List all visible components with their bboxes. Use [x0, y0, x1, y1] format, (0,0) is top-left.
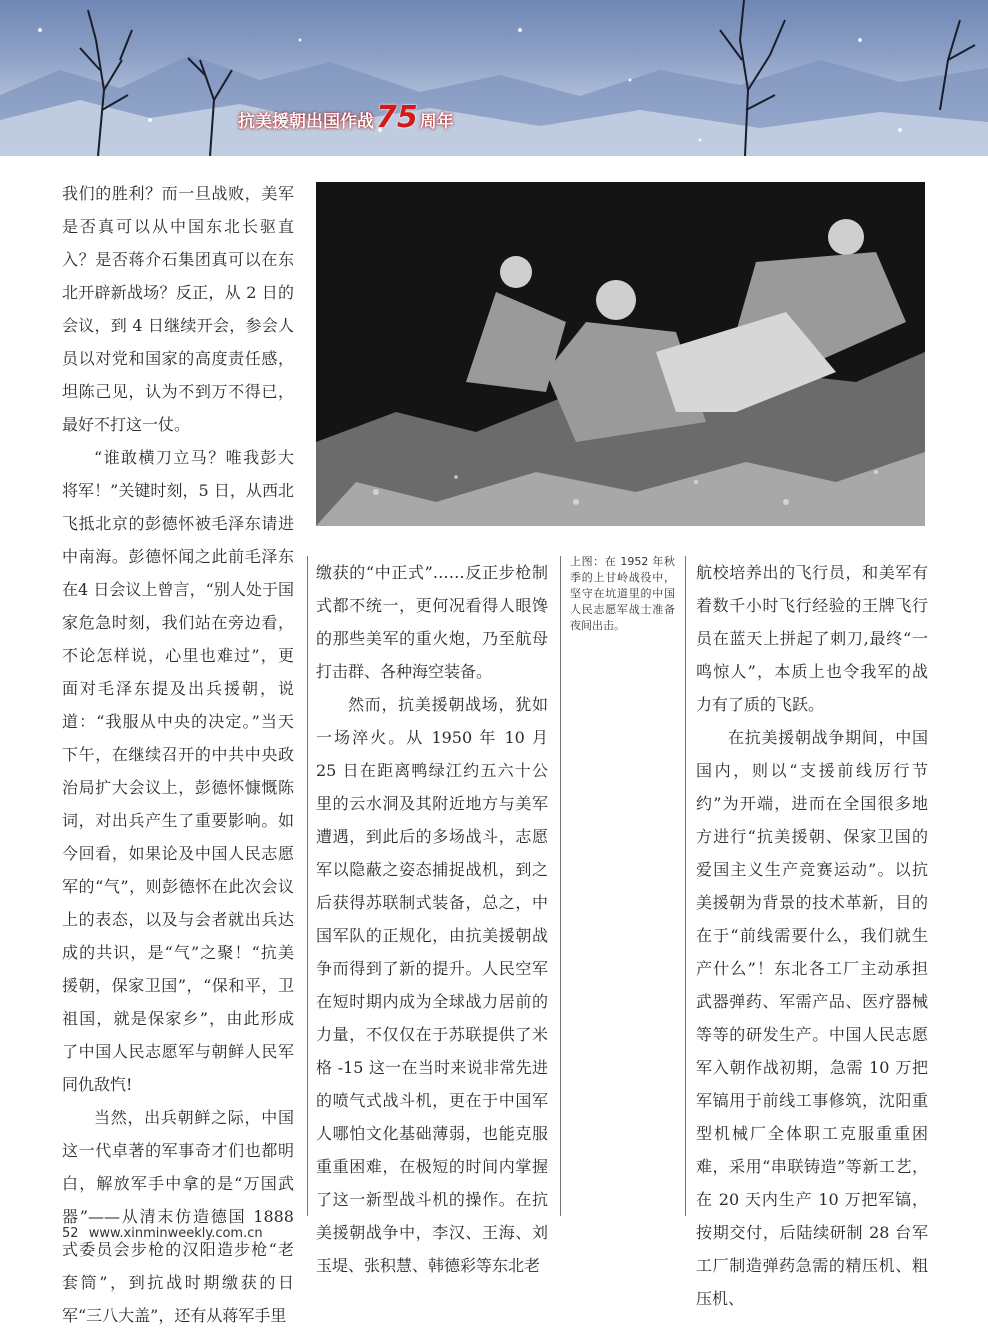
article-column-1: [62, 177, 294, 1332]
banner-title-prefix: 抗美援朝出国作战: [238, 112, 374, 132]
paragraph: 然而，抗美援朝战场，犹如一场淬火。从 1950 年 10 月 25 日在距离鸭绿江约五六十公里的云水洞及其附近地方与美军遭遇，到此后的多场战斗，志愿军以隐蔽之姿态捕捉战机，到之后获得苏联制式装备，总之，中国军队的正规化，由抗美援朝战争而得到了新的提升。人民空军在短时期内成为全球战力居前的力量，不仅仅在于苏联提供了米格 -15 这一在当时来说非常先进的喷气式战斗机，更在于中国军人哪怕文化基础薄弱，也能克服重重困难，在极短的时间内掌握了这一新型战斗机的操作。在抗美援朝战争中，李汉、王海、刘玉堤、张积慧、韩德彩等东北老: [316, 695, 548, 1275]
paragraph: 在抗美援朝战争期间，中国国内，则以“支援前线厉行节约”为开端，进而在全国很多地方进行“抗美援朝、保家卫国的爱国主义生产竞赛运动”。以抗美援朝为背景的技术革新，目的在于“前线需要什么，我们就生产什么”！东北各工厂主动承担武器弹药、军需产品、医疗器械等等的研发生产。中国人民志愿军入朝作战初期，急需 10 万把军镐用于前线工事修筑，沈阳重型机械厂全体职工克服重重困难，采用“串联铸造”等新工艺，在 20 天内生产 10 万把军镐，按期交付，后陆续研制 28 台军工厂制造弹药急需的精压机、粗压机、: [696, 728, 928, 1308]
column-divider: [560, 556, 561, 1216]
paragraph: “谁敢横刀立马？唯我彭大将军！”关键时刻，5 日，从西北飞抵北京的彭德怀被毛泽东请进中南海。彭德怀闻之此前毛泽东在4 日会议上曾言，“别人处于国家危急时刻，我们站在旁边看，不论怎样说，心里也难过”，更面对毛泽东提及出兵援朝，说道：“我服从中央的决定。”当天下午，在继续召开的中共中央政治局扩大会议上，彭德怀慷慨陈词，对出兵产生了重要影响。如今回看，如果论及中国人民志愿军的“气”，则彭德怀在此次会议上的表态，以及与会者就出兵达成的共识，是“气”之聚！“抗美援朝，保家卫国”，“保和平，卫祖国，就是保家乡”，由此形成了中国人民志愿军与朝鲜人民军同仇敌忾!: [62, 448, 294, 1094]
column-divider: [685, 556, 686, 1216]
paragraph: 缴获的“中正式”……反正步枪制式都不统一，更何况看得人眼馋的那些美军的重火炮，乃至航母打击群、各种海空装备。: [316, 563, 548, 681]
paragraph: 航校培养出的飞行员，和美军有着数千小时飞行经验的王牌飞行员在蓝天上拼起了刺刀,最终“一鸣惊人”，本质上也令我军的战力有了质的飞跃。: [696, 563, 928, 714]
article-column-4: [696, 556, 928, 1315]
article-column-2: [316, 556, 548, 1282]
paragraph: 我们的胜利？而一旦战败，美军是否真可以从中国东北长驱直入？是否蒋介石集团真可以在东北开辟新战场？反正，从 2 日的会议，到 4 日继续开会，参会人员以对党和国家的高度责任感，坦陈己见，认为不到万不得已，最好不打这一仗。: [62, 184, 294, 434]
banner-title-number: 75: [376, 100, 418, 135]
banner-title-suffix: 周年: [419, 112, 454, 132]
anniversary-title: [238, 100, 454, 140]
header-banner: [0, 0, 988, 156]
column-divider: [307, 556, 308, 1216]
winter-landscape-illustration: [0, 0, 988, 156]
paragraph: 当然，出兵朝鲜之际，中国这一代卓著的军事奇才们也都明白，解放军手中拿的是“万国武器”——从清末仿造德国 1888 式委员会步枪的汉阳造步枪“老套筒”，到抗战时期缴获的日军“三八大盖”，还有从蒋军手里: [62, 1108, 294, 1325]
war-photo: [316, 182, 925, 526]
photo-caption: 上图：在 1952 年秋季的上甘岭战役中，坚守在坑道里的中国人民志愿军战士准备夜间出击。: [570, 555, 675, 632]
page-number: 52: [62, 1226, 79, 1241]
page-footer: [62, 1226, 263, 1241]
footer-url: www.xinminweekly.com.cn: [88, 1226, 263, 1241]
